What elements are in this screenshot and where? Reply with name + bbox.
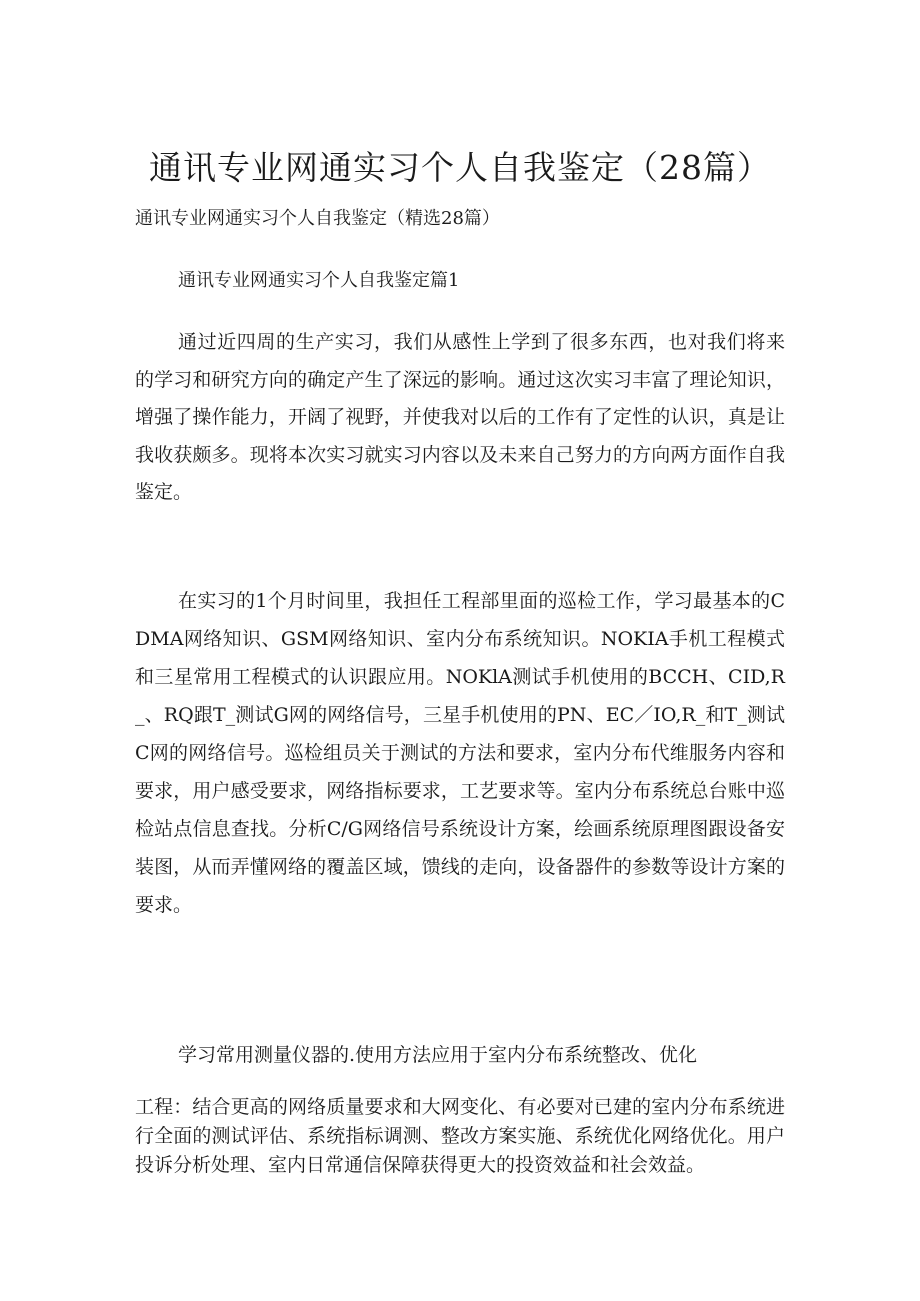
paragraph-3-body: 工程：结合更高的网络质量要求和大网变化、有必要对已建的室内分布系统进行全面的测试评估、系统指标调测、整改方案实施、系统优化网络优化。用户投诉分析处理、室内日常通信保障获得更大的投资效益和社会效益。 [135,1096,785,1176]
document-title: 通讯专业网通实习个人自我鉴定（28篇） [149,148,771,187]
paragraph-3-first-line: 学习常用测量仪器的.使用方法应用于室内分布系统整改、优化 [178,1044,698,1066]
paragraph-1: 通过近四周的生产实习，我们从感性上学到了很多东西，也对我们将来的学习和研究方向的确定产生了深远的影响。通过这次实习丰富了理论知识，增强了操作能力，开阔了视野，并使我对以后的工作有了定性的认识，真是让我收获颇多。现将本次实习就实习内容以及未来自己努力的方向两方面作自我鉴定。 [135,331,785,503]
paragraph-2: 在实习的1个月时间里，我担任工程部里面的巡检工作，学习最基本的CDMA网络知识、GSM网络知识、室内分布系统知识。NOKIA手机工程模式和三星常用工程模式的认识跟应用。NOKlA测试手机使用的BCCH、CID,R_、RQ跟T_测试G网的网络信号，三星手机使用的PN、EC／IO,R_和T_测试C网的网络信号。巡检组员关于测试的方法和要求，室内分布代维服务内容和要求，用户感受要求，网络指标要求，工艺要求等。室内分布系统总台账中巡检站点信息查找。分析C/G网络信号系统设计方案，绘画系统原理图跟设备安装图，从而弄懂网络的覆盖区域，馈线的走向，设备器件的参数等设计方案的要求。 [135,590,785,916]
document-subtitle: 通讯专业网通实习个人自我鉴定（精选28篇） [135,208,500,229]
section-heading: 通讯专业网通实习个人自我鉴定篇1 [178,270,460,291]
